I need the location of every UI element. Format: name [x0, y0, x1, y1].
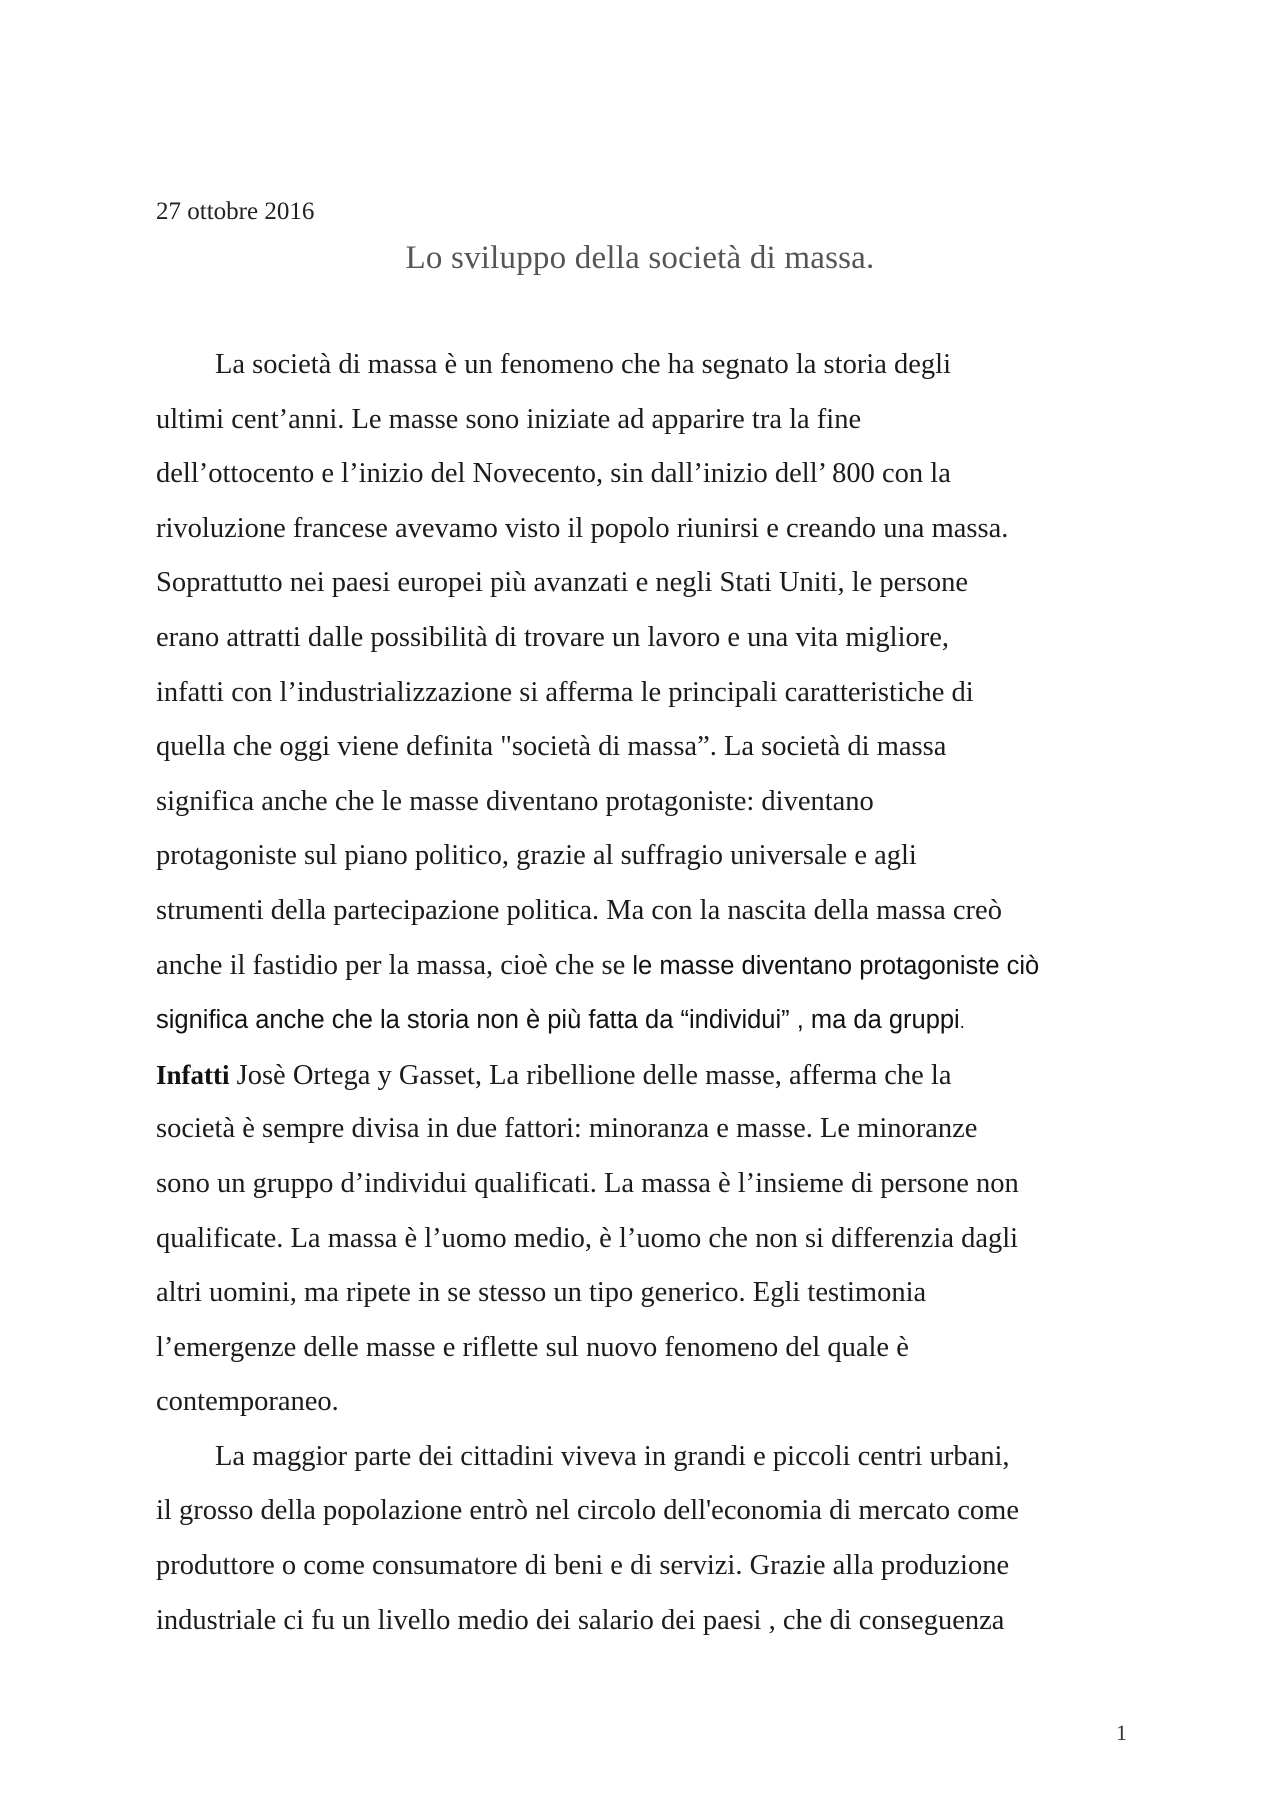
- text-line: sono un gruppo d’individui qualificati. La massa è l’insieme di persone non: [156, 1167, 1019, 1199]
- page-number: 1: [1116, 1720, 1127, 1745]
- text-line: protagoniste sul piano politico, grazie al suffragio universale e agli: [156, 840, 917, 872]
- text-line: il grosso della popolazione entrò nel circolo dell'economia di mercato come: [156, 1495, 1020, 1527]
- text-line: qualificate. La massa è l’uomo medio, è l’uomo che non si differenzia dagli: [156, 1222, 1019, 1254]
- text-run-pasted: significa anche che la storia non è più fatta da “individui” , ma da gruppi: [156, 1006, 960, 1035]
- document-title: Lo sviluppo della società di massa.: [405, 240, 875, 276]
- text-line: Soprattutto nei paesi europei più avanzati e negli Stati Uniti, le persone: [156, 567, 969, 599]
- text-line-mixed-font: [156, 939, 1136, 994]
- text-line: contemporaneo.: [156, 1386, 339, 1418]
- text-line: l’emergenze delle masse e riflette sul nuovo fenomeno del quale è: [156, 1331, 909, 1363]
- text-line: produttore o come consumatore di beni e di servizi. Grazie alla produzione: [156, 1550, 1010, 1582]
- text-line: infatti con l’industrializzazione si afferma le principali caratteristiche di: [156, 676, 974, 708]
- text-line: altri uomini, ma ripete in se stesso un tipo generico. Egli testimonia: [156, 1277, 927, 1309]
- text-line: rivoluzione francese avevamo visto il popolo riunirsi e creando una massa.: [156, 512, 1009, 544]
- text-run-bold: Infatti: [156, 1059, 230, 1090]
- text-line: erano attratti dalle possibilità di trovare un lavoro e una vita migliore,: [156, 621, 950, 653]
- text-line: società è sempre divisa in due fattori: minoranza e masse. Le minoranze: [156, 1113, 978, 1145]
- text-line-pasted: [156, 993, 1136, 1048]
- text-line: quella che oggi viene definita "società di massa”. La società di massa: [156, 731, 947, 763]
- text-run: Josè Ortega y Gasset, La ribellione delle masse, afferma che la: [229, 1059, 952, 1091]
- text-run-pasted: le masse diventano protagoniste ciò: [632, 951, 1040, 980]
- text-line: dell’ottocento e l’inizio del Novecento, sin dall’inizio dell’ 800 con la: [156, 458, 951, 490]
- text-run-period: .: [959, 1012, 965, 1033]
- text-line: La società di massa è un fenomeno che ha segnato la storia degli: [215, 349, 951, 380]
- document-date: 27 ottobre 2016: [156, 198, 315, 225]
- text-line: ultimi cent’anni. Le masse sono iniziate ad apparire tra la fine: [156, 403, 862, 435]
- text-run: anche il fastidio per la massa, cioè che se: [156, 949, 633, 981]
- text-line: significa anche che le masse diventano protagoniste: diventano: [156, 785, 874, 817]
- text-line-with-bold: [156, 1048, 1136, 1103]
- document-body: [156, 338, 1136, 1648]
- text-line: industriale ci fu un livello medio dei salario dei paesi , che di conseguenza: [156, 1604, 1005, 1636]
- text-line: La maggior parte dei cittadini viveva in grandi e piccoli centri urbani,: [215, 1440, 1010, 1472]
- text-line: strumenti della partecipazione politica. Ma con la nascita della massa creò: [156, 894, 1002, 926]
